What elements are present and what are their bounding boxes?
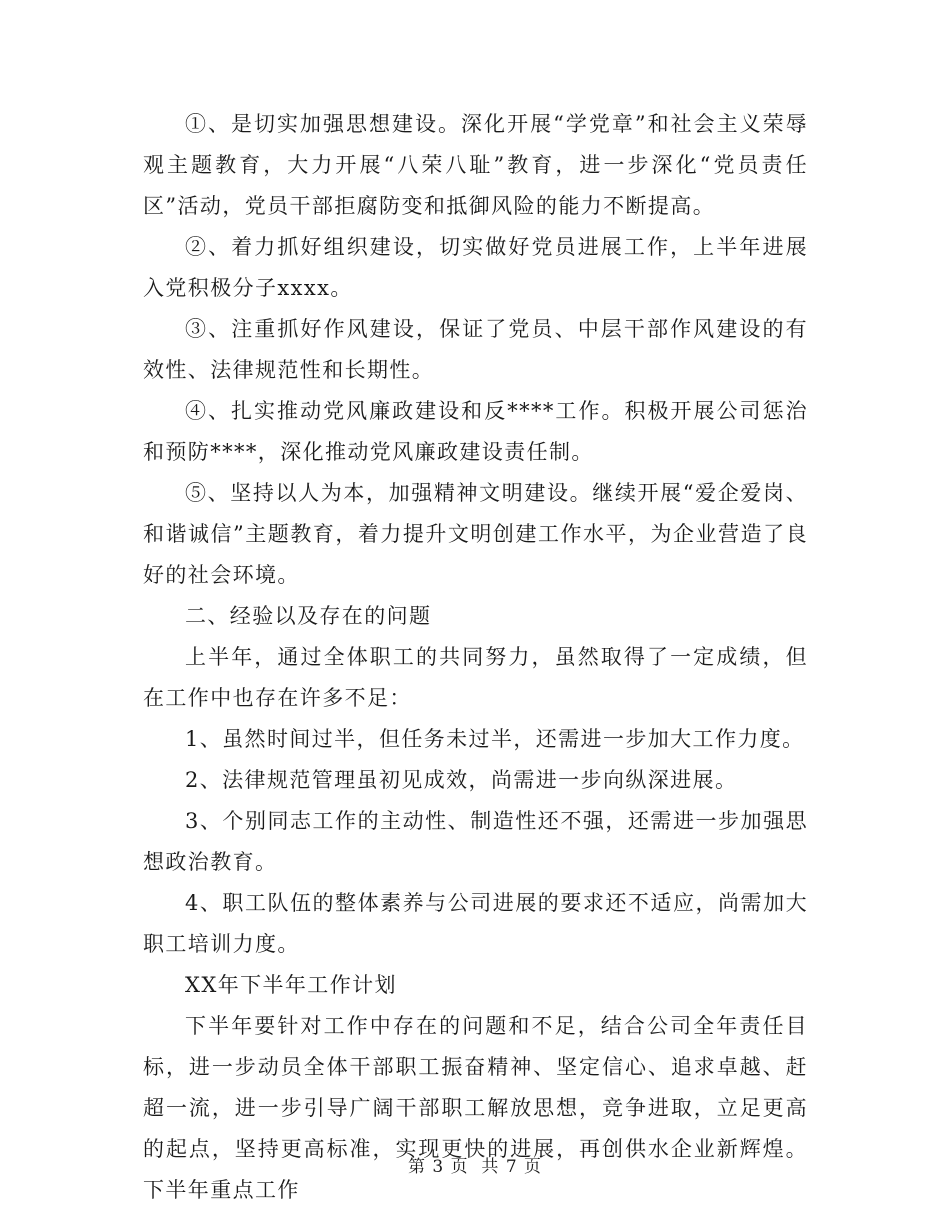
paragraph-plan: 下半年要针对工作中存在的问题和不足，结合公司全年责任目标，进一步动员全体干部职工振奋精神、坚定信心、追求卓越、赶超一流，进一步引导广阔干部职工解放思想，竞争进取，立足更高的起点，坚持更高标准，实现更快的进展，再创供水企业新辉煌。下半年重点工作	[143, 1014, 808, 1202]
document-body	[143, 104, 808, 1211]
paragraph-item-1: ①、是切实加强思想建设。深化开展“学党章”和社会主义荣辱观主题教育，大力开展“八荣八耻”教育，进一步深化“党员责任区”活动，党员干部拒腐防变和抵御风险的能力不断提高。	[143, 112, 808, 218]
problem-item-3: 3、个别同志工作的主动性、制造性还不强，还需进一步加强思想政治教育。	[143, 809, 808, 874]
page-number: 3	[432, 1157, 445, 1177]
paragraph-item-2: ②、着力抓好组织建设，切实做好党员进展工作，上半年进展入党积极分子xxxx。	[143, 235, 808, 300]
paragraph-item-3: ③、注重抓好作风建设，保证了党员、中层干部作风建设的有效性、法律规范性和长期性。	[143, 317, 808, 382]
section-heading-experience: 二、经验以及存在的问题	[185, 604, 432, 628]
page-total: 7	[505, 1157, 518, 1177]
page-suffix: 页	[524, 1157, 543, 1177]
page-prefix: 第	[407, 1157, 426, 1177]
problem-item-2: 2、法律规范管理虽初见成效，尚需进一步向纵深进展。	[185, 768, 738, 792]
page-footer	[0, 1152, 950, 1177]
paragraph-summary: 上半年，通过全体职工的共同努力，虽然取得了一定成绩，但在工作中也存在许多不足：	[143, 645, 808, 710]
page-mid: 页 共	[450, 1157, 500, 1177]
paragraph-item-4: ④、扎实推动党风廉政建设和反****工作。积极开展公司惩治和预防****，深化推动党风廉政建设责任制。	[143, 399, 808, 464]
paragraph-item-5: ⑤、坚持以人为本，加强精神文明建设。继续开展“爱企爱岗、和谐诚信”主题教育，着力提升文明创建工作水平，为企业营造了良好的社会环境。	[143, 481, 808, 587]
problem-item-4: 4、职工队伍的整体素养与公司进展的要求还不适应，尚需加大职工培训力度。	[143, 891, 808, 956]
problem-item-1: 1、虽然时间过半，但任务未过半，还需进一步加大工作力度。	[185, 727, 805, 751]
section-heading-plan: XX年下半年工作计划	[185, 973, 397, 997]
